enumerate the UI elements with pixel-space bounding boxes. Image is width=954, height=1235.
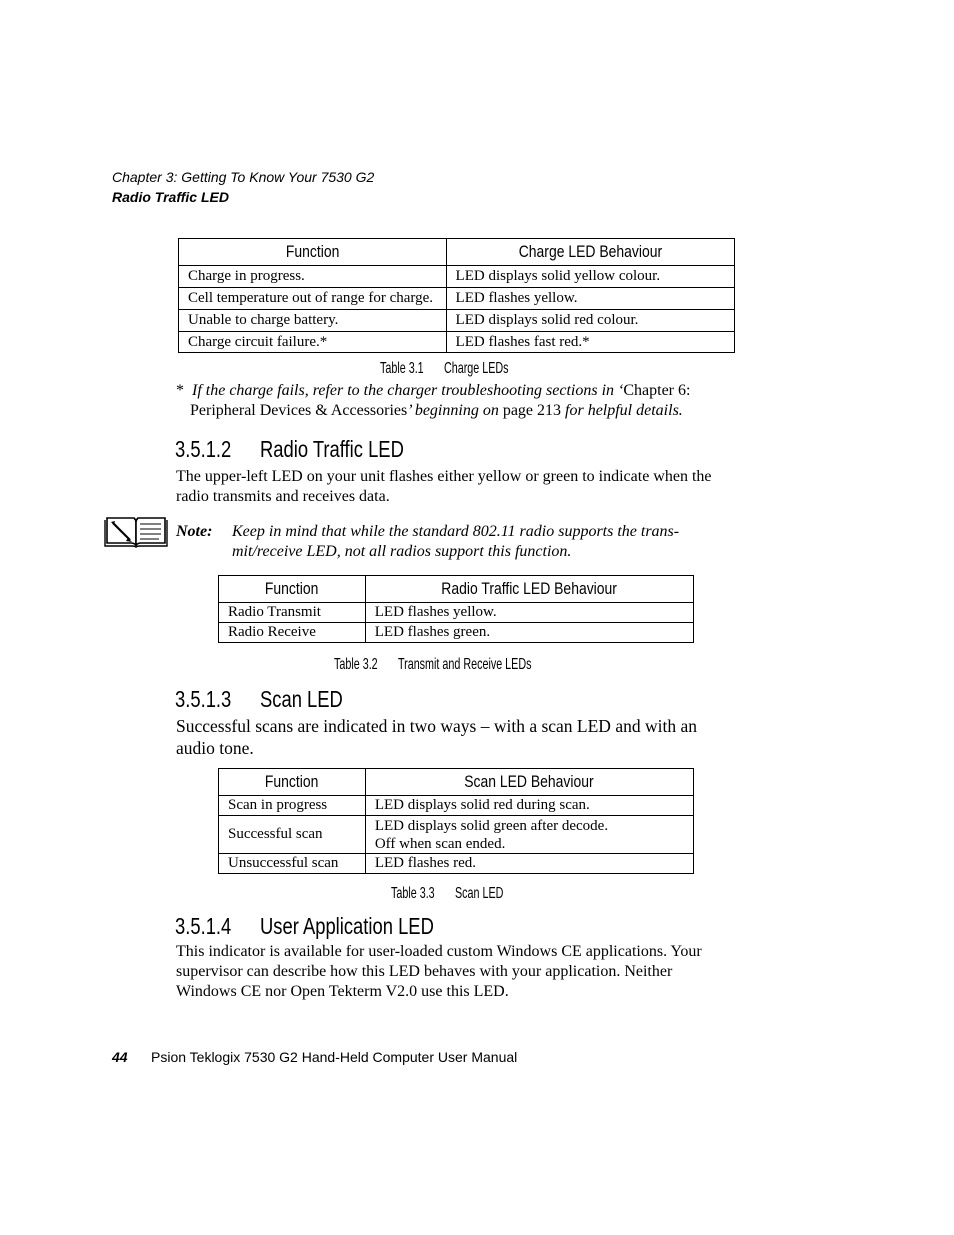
table-cell: LED displays solid yellow colour. [446,266,734,288]
table-cell: Scan in progress [219,796,366,816]
table-row [219,603,694,623]
table-cell: Unsuccessful scan [219,854,366,874]
section-heading-radio-traffic: 3.5.1.2 Radio Traffic LED [175,436,404,462]
note-label: Note: [176,523,213,540]
note: Note: Keep in mind that while the standard 802.11 radio supports the trans- mit/receive LED, not all radios support this function. [176,523,680,560]
running-header-chapter: Chapter 3: Getting To Know Your 7530 G2 [112,169,375,185]
section-body-radio-traffic: The upper-left LED on your unit flashes either yellow or green to indicate when the radio transmits and receives data. [176,468,712,505]
table-cell: Charge circuit failure.* [179,332,447,353]
table-cell: LED displays solid green after decode. Off when scan ended. [365,816,693,854]
table-row [219,796,694,816]
table-cell: LED flashes red. [365,854,693,874]
table-cell: LED displays solid red colour. [446,310,734,332]
table-cell: Radio Receive [219,623,366,643]
table-row [179,332,735,353]
table-header-row [219,576,694,603]
table-header-row [179,239,735,266]
table-cell: LED displays solid red during scan. [365,796,693,816]
table-cell: Radio Transmit [219,603,366,623]
table-cell: Cell temperature out of range for charge. [179,288,447,310]
table-header-function: Function [219,576,366,603]
section-heading-user-application-led: 3.5.1.4 User Application LED [175,913,434,939]
table-row [219,854,694,874]
table-row [179,288,735,310]
table-header-function: Function [219,769,366,796]
running-header-section: Radio Traffic LED [112,189,229,205]
radio-traffic-table [218,575,694,643]
section-body-user-application-led: This indicator is available for user-loaded custom Windows CE applications. Your supervisor can describe how this LED behaves with your application. Neither Windows CE nor Open Tekterm V2.0 use this LED. [176,943,702,1000]
table-header-behaviour: Scan LED Behaviour [365,769,693,796]
table-cell: Charge in progress. [179,266,447,288]
table-cell: Unable to charge battery. [179,310,447,332]
table-row [219,816,694,854]
table-cell: LED flashes fast red.* [446,332,734,353]
section-heading-scan-led: 3.5.1.3 Scan LED [175,686,343,712]
table-header-row [219,769,694,796]
footnote: * If the charge fails, refer to the charger troubleshooting sections in ‘Chapter 6: Peripheral Devices & Accessories’ beginning on page 213 for helpful details. [176,382,691,419]
table-cell: LED flashes green. [365,623,693,643]
table-caption-3: Table 3.3 Scan LED [391,885,504,902]
charge-led-table [178,238,735,353]
table-row [179,310,735,332]
page-number: 44 [112,1049,128,1065]
table-header-function: Function [179,239,447,266]
scan-led-table [218,768,694,874]
section-body-scan-led: Successful scans are indicated in two ways – with a scan LED and with an audio tone. [176,716,697,758]
table-row [179,266,735,288]
table-cell: Successful scan [219,816,366,854]
footer-manual-title: Psion Teklogix 7530 G2 Hand-Held Computer User Manual [151,1049,518,1065]
open-book-icon [104,514,168,548]
table-caption-1: Table 3.1 Charge LEDs [380,360,509,377]
table-header-behaviour: Radio Traffic LED Behaviour [365,576,693,603]
table-cell: LED flashes yellow. [365,603,693,623]
table-header-behaviour: Charge LED Behaviour [446,239,734,266]
table-caption-2: Table 3.2 Transmit and Receive LEDs [334,656,532,673]
table-row [219,623,694,643]
table-cell: LED flashes yellow. [446,288,734,310]
